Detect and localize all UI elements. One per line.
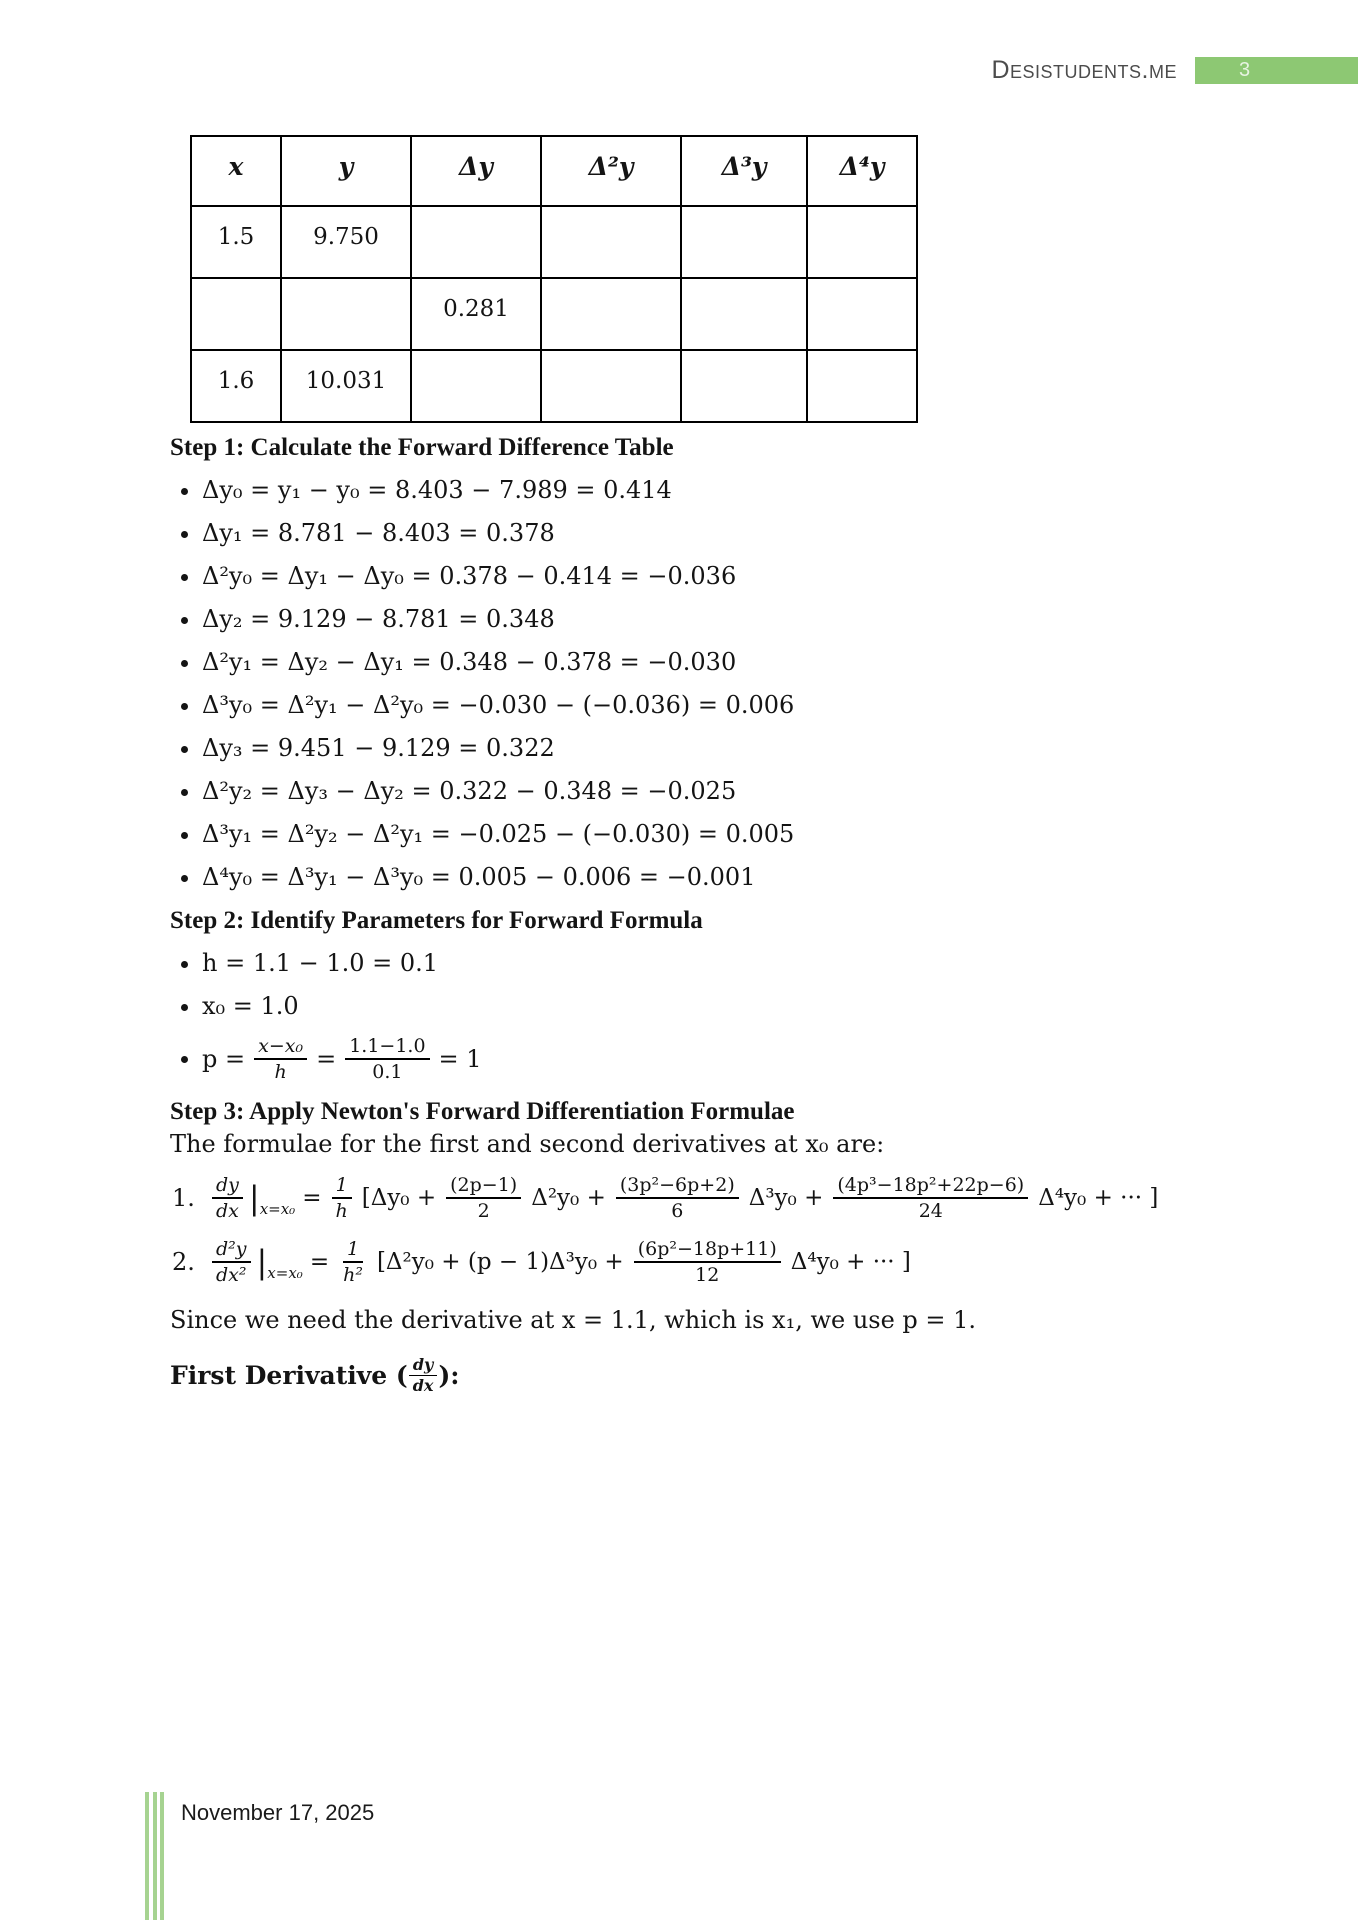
col-header-d3y: Δ³y <box>681 136 807 206</box>
cell-d4y <box>807 206 917 278</box>
p-result: = 1 <box>438 1045 482 1073</box>
cell-d3y <box>681 278 807 350</box>
coefficient-fraction: $\frac{\text{(6p²−18p+11)}}{12}$ <box>634 1238 781 1286</box>
d2y-dx2-fraction: $\frac{\text{d²y}}{\text{dx²}}$ <box>212 1238 251 1286</box>
coefficient-fraction: $\frac{(2p-1)}{2}$ <box>446 1174 521 1222</box>
list-number: 2. <box>172 1248 195 1276</box>
bullet-formula: • Δ²y₂ = Δy₃ − Δy₂ = 0.322 − 0.348 = −0.025 <box>202 777 1180 805</box>
formula-term: Δ⁴y₀ + ··· ] <box>1038 1185 1159 1211</box>
bullet-formula: • Δ²y₁ = Δy₂ − Δy₁ = 0.348 − 0.378 = −0.030 <box>202 648 1180 676</box>
green-bar <box>153 1792 157 1920</box>
bullet-formula: • Δy₁ = 8.781 − 8.403 = 0.378 <box>202 519 1180 547</box>
p-lead: • p = <box>202 1045 246 1073</box>
cell-d3y <box>681 350 807 422</box>
dy-dx-fraction: $\frac{dy}{dx}$ <box>409 1356 438 1395</box>
second-derivative-formula <box>172 1238 1180 1286</box>
bullet-formula: • Δ³y₀ = Δ²y₁ − Δ²y₀ = −0.030 − (−0.036) = 0.006 <box>202 691 1180 719</box>
col-header-d2y: Δ²y <box>541 136 681 206</box>
heading-prefix: First Derivative ( <box>170 1360 408 1390</box>
first-derivative-formula <box>172 1174 1180 1222</box>
footer-accent-bars <box>145 1792 164 1920</box>
bullet-formula: • Δ⁴y₀ = Δ³y₁ − Δ³y₀ = 0.005 − 0.006 = −0.001 <box>202 863 1180 891</box>
table-row <box>191 350 917 422</box>
step3-heading: Step 3: Apply Newton's Forward Differentiation Formulae <box>170 1098 795 1125</box>
cell-d2y <box>541 206 681 278</box>
dy-dx-fraction: $\frac{dy}{dx}$ <box>212 1174 243 1222</box>
equals-sign: = <box>309 1249 330 1275</box>
col-header-d4y: Δ⁴y <box>807 136 917 206</box>
coefficient-fraction: $\frac{\text{(4p³−18p²+22p−6)}}{24}$ <box>833 1174 1028 1222</box>
cell-y <box>281 278 411 350</box>
cell-dy <box>411 350 541 422</box>
cell-x: 1.5 <box>191 206 281 278</box>
heading-suffix: ): <box>438 1360 460 1390</box>
first-derivative-heading <box>170 1356 1180 1395</box>
col-header-dy: Δy <box>411 136 541 206</box>
cell-d4y <box>807 350 917 422</box>
step3-intro: The formulae for the first and second derivatives at x₀ are: <box>170 1130 885 1158</box>
bullet-formula: • Δ³y₁ = Δ²y₂ − Δ²y₁ = −0.025 − (−0.030) = 0.005 <box>202 820 1180 848</box>
green-bar <box>160 1792 164 1920</box>
p-fraction-numeric: $\frac{1.1-1.0}{0.1}$ <box>345 1035 429 1083</box>
bullet-formula: • Δy₃ = 9.451 − 9.129 = 0.322 <box>202 734 1180 762</box>
cell-x: 1.6 <box>191 350 281 422</box>
bullet-formula: • Δ²y₀ = Δy₁ − Δy₀ = 0.378 − 0.414 = −0.036 <box>202 562 1180 590</box>
derivative-note: Since we need the derivative at x = 1.1, which is x₁, we use p = 1. <box>170 1306 977 1334</box>
formula-term: [Δ²y₀ + (p − 1)Δ³y₀ + <box>376 1249 624 1275</box>
cell-d2y <box>541 350 681 422</box>
p-formula <box>202 1035 482 1083</box>
cell-x <box>191 278 281 350</box>
evaluated-at-x0: | x=x₀ <box>256 1243 303 1282</box>
step2-heading: Step 2: Identify Parameters for Forward Formula <box>170 907 703 934</box>
page-number-badge <box>1195 57 1358 84</box>
step2-bullet-list <box>170 949 1180 1083</box>
cell-y: 9.750 <box>281 206 411 278</box>
footer-date: November 17, 2025 <box>181 1800 375 1825</box>
formula-term: [Δy₀ + <box>361 1185 437 1211</box>
step1-bullet-list <box>170 476 1180 891</box>
col-header-x: x <box>191 136 281 206</box>
evaluated-at-x0: | x=x₀ <box>248 1179 296 1218</box>
col-header-y: y <box>281 136 411 206</box>
one-over-h-fraction: $\frac{1}{h}$ <box>331 1174 351 1222</box>
bullet-p-formula <box>202 1035 1180 1083</box>
cell-y: 10.031 <box>281 350 411 422</box>
p-equals: = <box>316 1045 337 1073</box>
step1-heading: Step 1: Calculate the Forward Difference Table <box>170 434 674 461</box>
cell-d3y <box>681 206 807 278</box>
coefficient-fraction: $\frac{\text{(3p²−6p+2)}}{6}$ <box>616 1174 739 1222</box>
table-header-row <box>191 136 917 206</box>
bullet-x0-value: • x₀ = 1.0 <box>202 992 1180 1020</box>
table-row <box>191 278 917 350</box>
green-bar <box>145 1792 149 1920</box>
one-over-h2-fraction: $\frac{1}{\text{h²}}$ <box>343 1238 363 1286</box>
formula-term: Δ²y₀ + <box>531 1185 606 1211</box>
formula-term: Δ⁴y₀ + ··· ] <box>790 1249 911 1275</box>
site-name: Desistudents.me <box>991 56 1177 84</box>
bullet-h-value: • h = 1.1 − 1.0 = 0.1 <box>202 949 1180 977</box>
document-content <box>170 0 1180 1395</box>
cell-d4y <box>807 278 917 350</box>
bullet-formula: • Δy₂ = 9.129 − 8.781 = 0.348 <box>202 605 1180 633</box>
formula-term: Δ³y₀ + <box>748 1185 824 1211</box>
cell-dy <box>411 206 541 278</box>
table-row <box>191 206 917 278</box>
cell-d2y <box>541 278 681 350</box>
bullet-formula: • Δy₀ = y₁ − y₀ = 8.403 − 7.989 = 0.414 <box>202 476 1180 504</box>
p-fraction-symbolic: $\frac{\text{x−x₀}}{h}$ <box>254 1035 307 1083</box>
forward-difference-table <box>190 135 918 423</box>
equals-sign: = <box>302 1185 322 1211</box>
cell-dy: 0.281 <box>411 278 541 350</box>
list-number: 1. <box>172 1184 195 1212</box>
page-number: 3 <box>1239 58 1251 81</box>
